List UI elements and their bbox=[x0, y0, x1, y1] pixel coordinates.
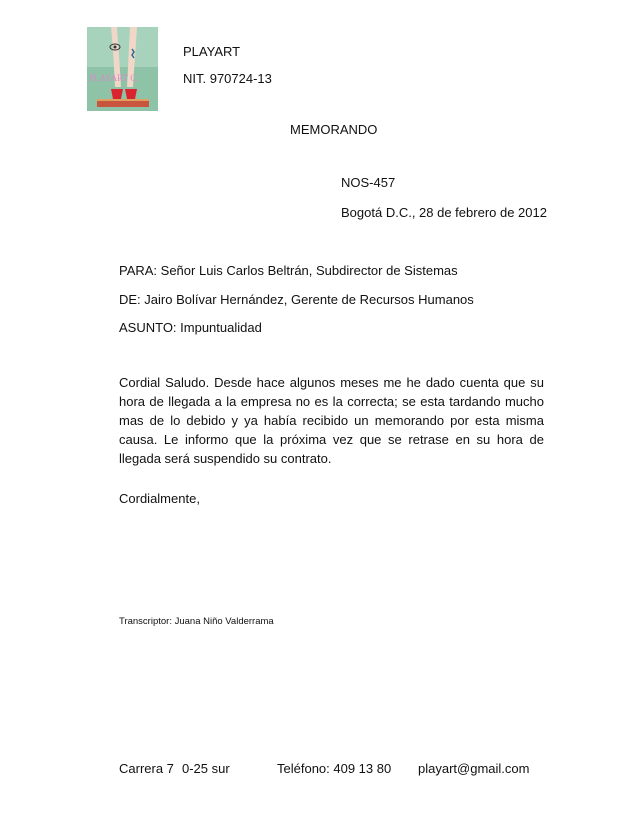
reference-number: NOS-457 bbox=[341, 175, 396, 190]
place-date: Bogotá D.C., 28 de febrero de 2012 bbox=[341, 205, 547, 220]
logo-text: PLAYART C: bbox=[89, 73, 139, 83]
body-paragraph: Cordial Saludo. Desde hace algunos meses me he dado cuenta que su hora de llegada a la empresa no es la correcta; se esta tardando mucho mas de lo debido y ya había recibido un memorando por esta misma causa. Le informo que la próxima vez que se retrase en su hora de llegada será suspendido su contrato. bbox=[119, 375, 544, 466]
company-name: PLAYART bbox=[183, 44, 241, 59]
sender-line: DE: Jairo Bolívar Hernández, Gerente de Recursos Humanos bbox=[119, 292, 474, 307]
transcriptor-line: Transcriptor: Juana Niño Valderrama bbox=[119, 616, 274, 627]
company-logo bbox=[87, 27, 158, 111]
recipient-line: PARA: Señor Luis Carlos Beltrán, Subdirector de Sistemas bbox=[119, 263, 458, 278]
footer-email: playart@gmail.com bbox=[418, 761, 530, 776]
document-title: MEMORANDO bbox=[290, 122, 378, 137]
footer-phone: Teléfono: 409 13 80 bbox=[277, 761, 392, 776]
company-nit: NIT. 970724-13 bbox=[183, 71, 272, 86]
subject-line: ASUNTO: Impuntualidad bbox=[119, 320, 262, 335]
footer-address-street: Carrera 7 bbox=[119, 761, 174, 776]
footer-address-number: 0-25 sur bbox=[182, 761, 230, 776]
closing: Cordialmente, bbox=[119, 491, 200, 506]
